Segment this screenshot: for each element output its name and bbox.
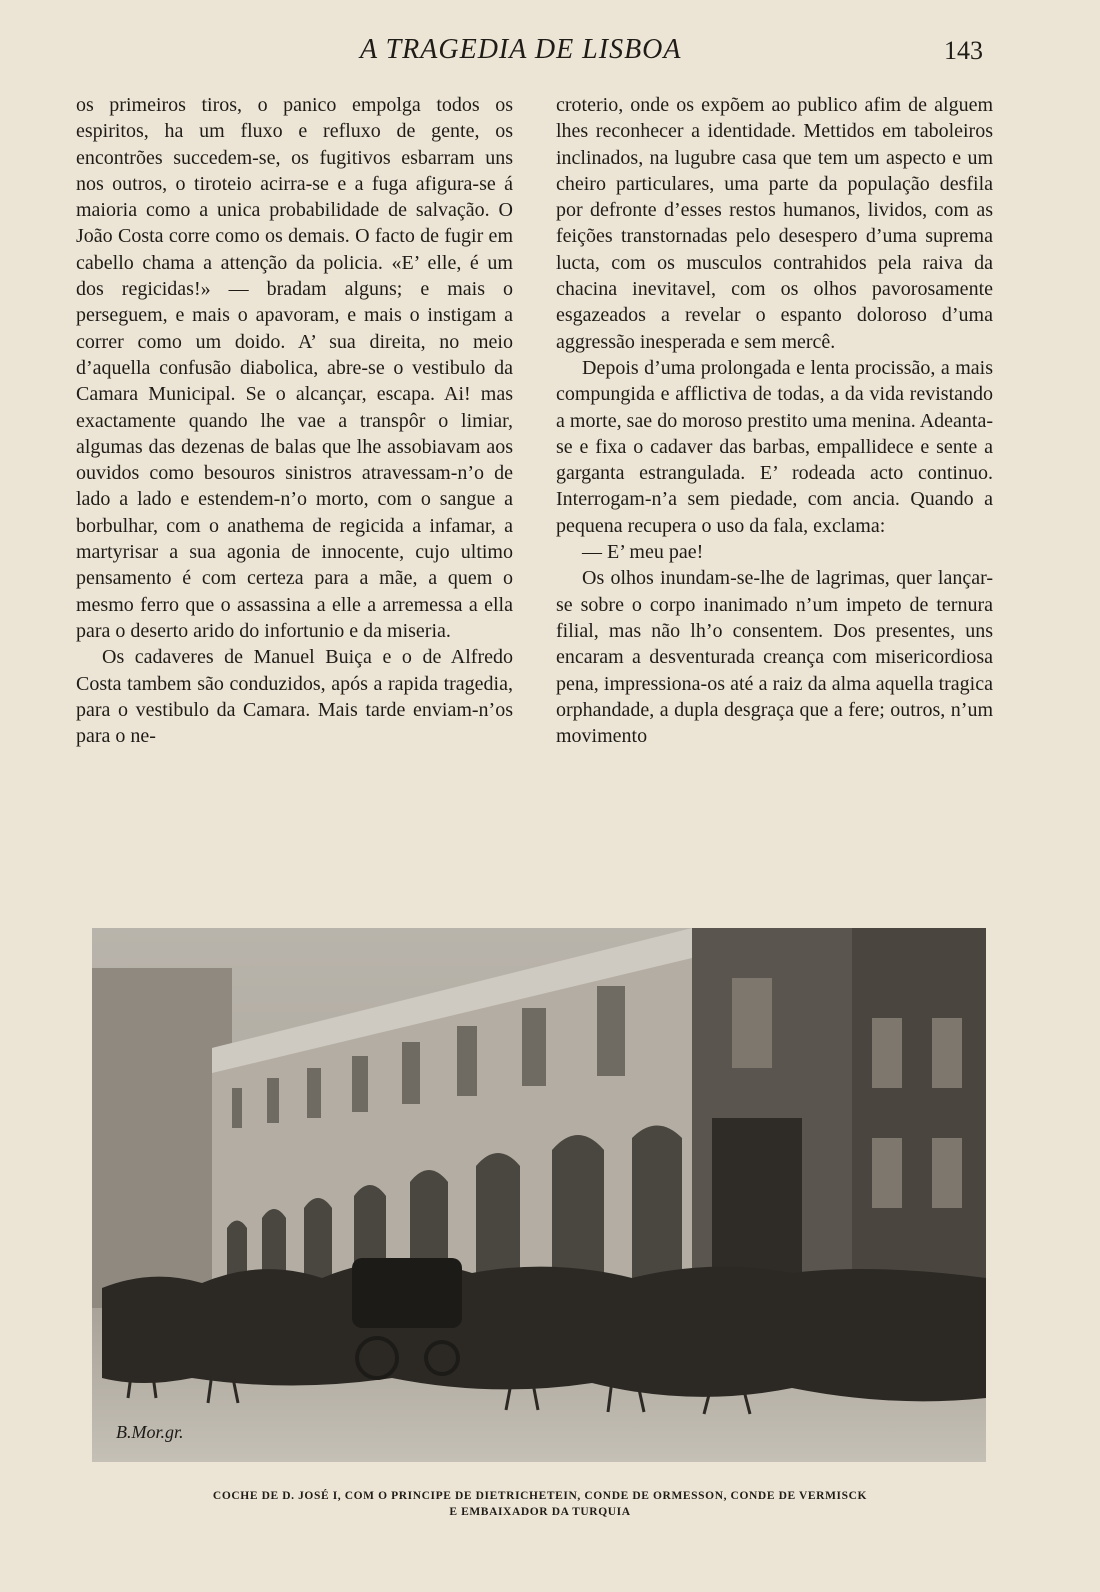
right-paragraph-1: croterio, onde os expõem ao publico afim de alguem lhes reconhecer a identidade. Mettidos em taboleiros inclinados, na lugubre casa que tem um aspecto e um cheiro particulares, uma parte da população desfila por defronte d’esses restos humanos, lividos, com as feições transtornadas pelo desespero d’uma suprema lucta, com os musculos contrahidos pela raiva da chacina inevitavel, com os olhos pavorosamente esgazeados a revelar o espanto doloroso d’uma aggressão inesperada e sem mercê. [556, 94, 993, 353]
left-text-column [76, 92, 513, 749]
caption-line-1: COCHE DE D. JOSÉ I, COM O PRINCIPE DE DIETRICHETEIN, CONDE DE ORMESSON, CONDE DE VERMISCK [212, 1490, 868, 1502]
halftone-photograph [92, 928, 986, 1462]
photo-caption [100, 1488, 980, 1520]
right-paragraph-2: Depois d’uma prolongada e lenta procissão, a mais compungida e afflictiva de todas, a da vida revistando a morte, sae do moroso prestito uma menina. Adeanta-se e fixa o cadaver das barbas, empallidece e sente a garganta estrangulada. E’ rodeada acto continuo. Interrogam-n’a sem piedade, com ancia. Quando a pequena recupera o uso da fala, exclama: [556, 356, 993, 537]
royal-coach [352, 1258, 462, 1328]
running-title: A TRAGEDIA DE LISBOA [360, 34, 682, 65]
left-paragraph-2: Os cadaveres de Manuel Buiça e o de Alfredo Costa tambem são conduzidos, após a rapida tragedia, para o vestibulo da Camara. Mais tarde enviam-n’os para o ne- [76, 646, 513, 748]
right-paragraph-4: Os olhos inundam-se-lhe de lagrimas, quer lançar-se sobre o corpo inanimado n’um impeto de ternura filial, mas não lh’o consentem. Dos presentes, uns encaram a desventurada creança com misericordiosa pena, impressiona-os até a raiz da alma aquella tragica orphandade, a dupla desgraça que a fere; outros, n’um movimento [556, 567, 993, 748]
right-paragraph-3: — E’ meu pae! [582, 541, 704, 564]
distant-building [92, 968, 232, 1328]
far-right-building [852, 928, 986, 1308]
right-text-column [556, 92, 993, 749]
caption-line-2: E EMBAIXADOR DA TURQUIA [449, 1506, 631, 1518]
photograph-illustration [92, 928, 986, 1462]
engraver-signature: B.Mor.gr. [116, 1422, 184, 1442]
running-head [0, 34, 1100, 74]
page-number: 143 [944, 36, 983, 65]
left-paragraph-1: os primeiros tiros, o panico empolga todos os espiritos, ha um fluxo e refluxo de gente, os encontrões succedem-se, os fugitivos esbarram uns nos outros, o tiroteio acirra-se e a fuga afigura-se á maioria como a unica probabilidade de salvação. O João Costa corre como os demais. O facto de fugir em cabello chama a attenção da policia. «E’ elle, é um dos regicidas!» — bradam alguns; e mais o perseguem, e mais o apavoram, e mais o instigam a correr como um doido. A’ sua direita, no meio d’aquella confusão diabolica, abre-se o vestibulo da Camara Municipal. Se o alcançar, escapa. Ai! mas exactamente quando lhe vae a transpôr o limiar, algumas das dezenas de balas que lhe assobiavam aos ouvidos como besouros sinistros atravessam-n’o de lado a lado e estendem-n’o morto, com o sangue a borbulhar, com o anathema de regicida a infamar, a martyrisar a sua agonia de innocente, cujo ultimo pensamento é com certeza para a mãe, a quem o mesmo ferro que o assassina a elle a arremessa a ella para o deserto arido do infortunio e da miseria. [76, 94, 513, 642]
